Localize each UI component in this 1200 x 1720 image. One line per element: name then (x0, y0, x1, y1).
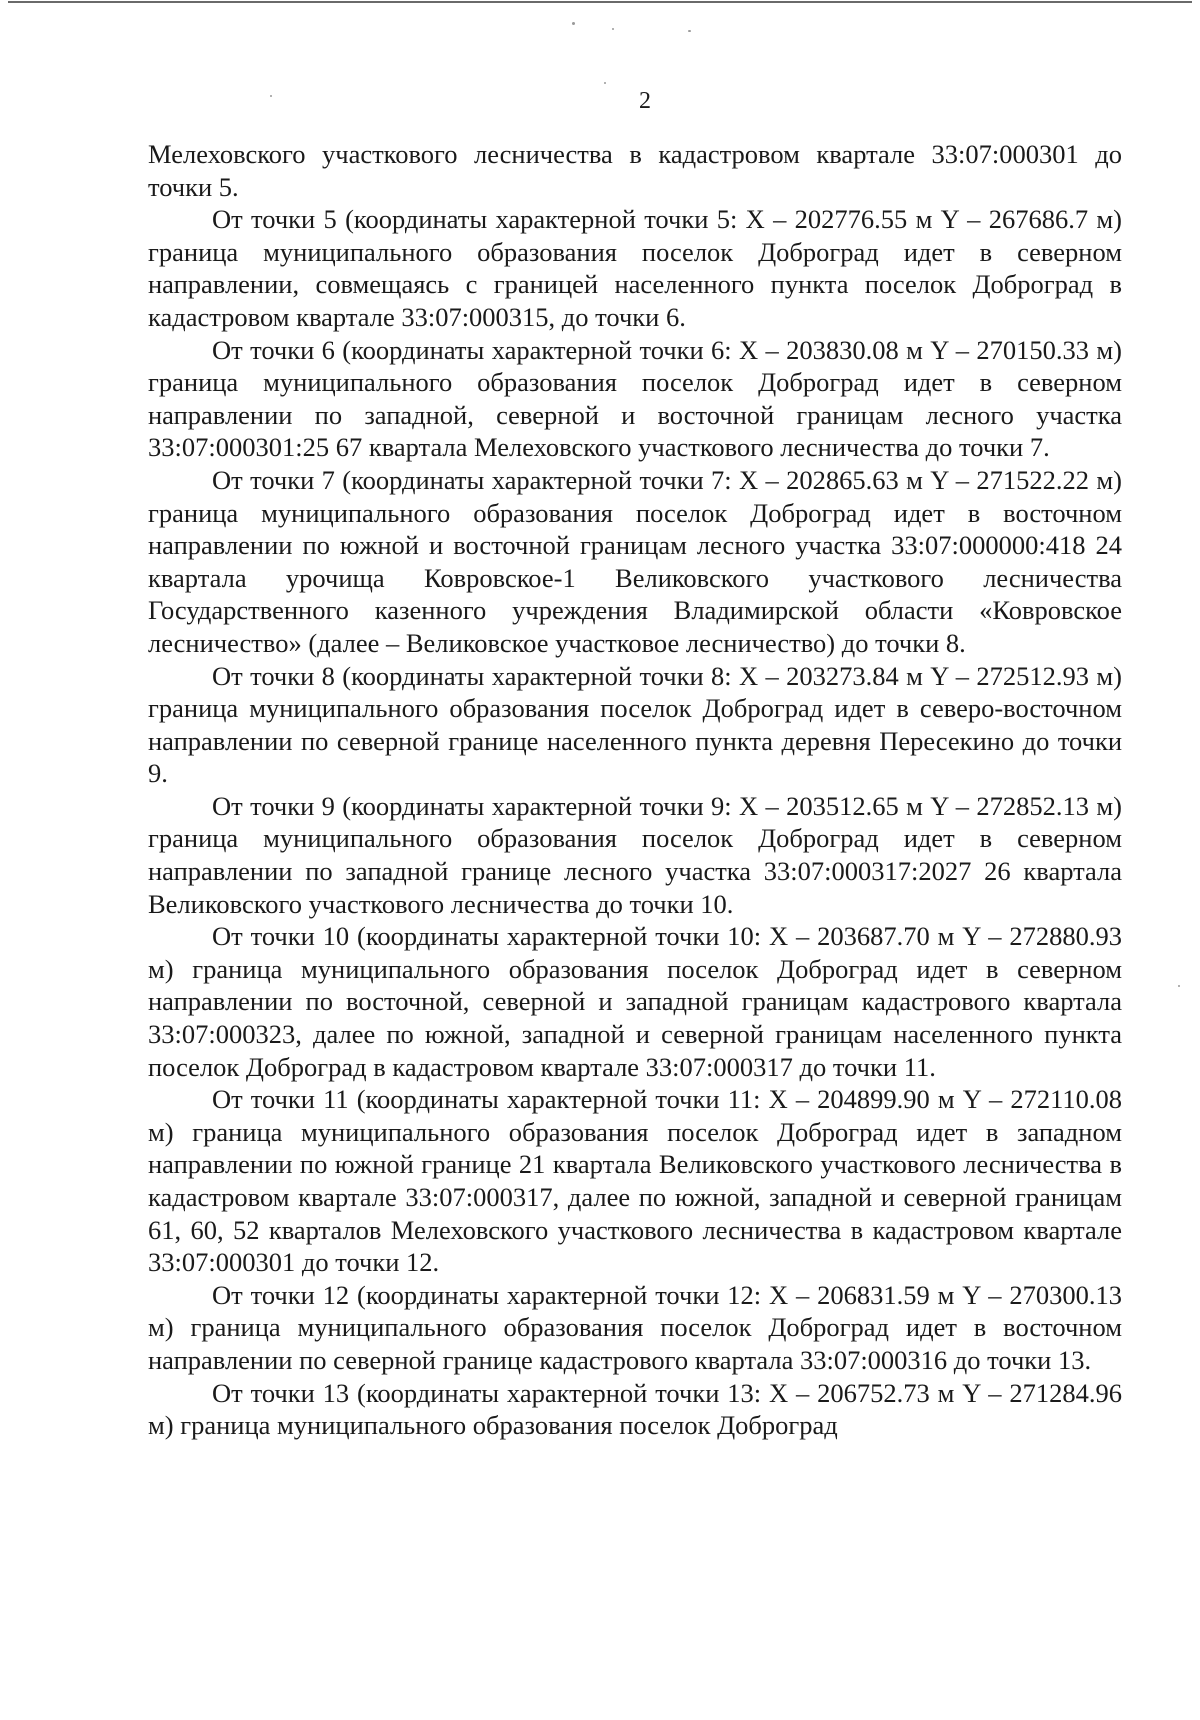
scan-speck (688, 30, 691, 32)
scan-speck (612, 28, 614, 30)
paragraph: От точки 7 (координаты характерной точки 7: X – 202865.63 м Y – 271522.22 м) граница муниципального образования поселок Доброград идет в восточном направлении по южной и восточной границам лесного участка 33:07:000000:418 24 квартала урочища Ковровское-1 Великовского участкового лесничества Государственного казенного учреждения Владимирской области «Ковровское лесничество» (далее – Великовское участковое лесничество) до точки 8. (148, 464, 1122, 658)
page-number: 2 (639, 88, 651, 114)
scan-speck (572, 22, 575, 25)
paragraph: От точки 11 (координаты характерной точки 11: X – 204899.90 м Y – 272110.08 м) граница муниципального образования поселок Доброград идет в западном направлении по южной границе 21 квартала Великовского участкового лесничества в кадастровом квартале 33:07:000317, далее по южной, западной и северной границам 61, 60, 52 кварталов Мелеховского участкового лесничества в кадастровом квартале 33:07:000301 до точки 12. (148, 1084, 1122, 1278)
scan-top-edge (8, 1, 1192, 3)
paragraph: От точки 5 (координаты характерной точки 5: X – 202776.55 м Y – 267686.7 м) граница муниципального образования поселок Доброград идет в северном направлении, совмещаясь с границей населенного пункта поселок Доброград в кадастровом квартале 33:07:000315, до точки 6. (148, 204, 1122, 332)
paragraph: От точки 13 (координаты характерной точки 13: X – 206752.73 м Y – 271284.96 м) граница муниципального образования поселок Доброград (148, 1377, 1122, 1441)
paragraph: От точки 10 (координаты характерной точки 10: X – 203687.70 м Y – 272880.93 м) граница муниципального образования поселок Доброград идет в северном направлении по восточной, северной и западной границам кадастрового квартала 33:07:000323, далее по южной, западной и северной границам населенного пункта поселок Доброград в кадастровом квартале 33:07:000317 до точки 11. (148, 921, 1122, 1082)
paragraph: От точки 12 (координаты характерной точки 12: X – 206831.59 м Y – 270300.13 м) граница муниципального образования поселок Доброград идет в восточном направлении по северной границе кадастрового квартала 33:07:000316 до точки 13. (148, 1279, 1122, 1375)
paragraph: От точки 8 (координаты характерной точки 8: X – 203273.84 м Y – 272512.93 м) граница муниципального образования поселок Доброград идет в северо-восточном направлении по северной границе населенного пункта деревня Пересекино до точки 9. (148, 660, 1122, 789)
paragraph: От точки 6 (координаты характерной точки 6: X – 203830.08 м Y – 270150.33 м) граница муниципального образования поселок Доброград идет в северном направлении по западной, северной и восточной границам лесного участка 33:07:000301:25 67 квартала Мелеховского участкового лесничества до точки 7. (148, 334, 1122, 463)
document-body (148, 138, 1122, 1442)
paragraph: Мелеховского участкового лесничества в кадастровом квартале 33:07:000301 до точки 5. (148, 139, 1122, 202)
scan-speck (604, 82, 606, 84)
scan-speck (1178, 985, 1180, 987)
paragraph: От точки 9 (координаты характерной точки 9: X – 203512.65 м Y – 272852.13 м) граница муниципального образования поселок Доброград идет в северном направлении по западной границе лесного участка 33:07:000317:2027 26 квартала Великовского участкового лесничества до точки 10. (148, 790, 1122, 919)
